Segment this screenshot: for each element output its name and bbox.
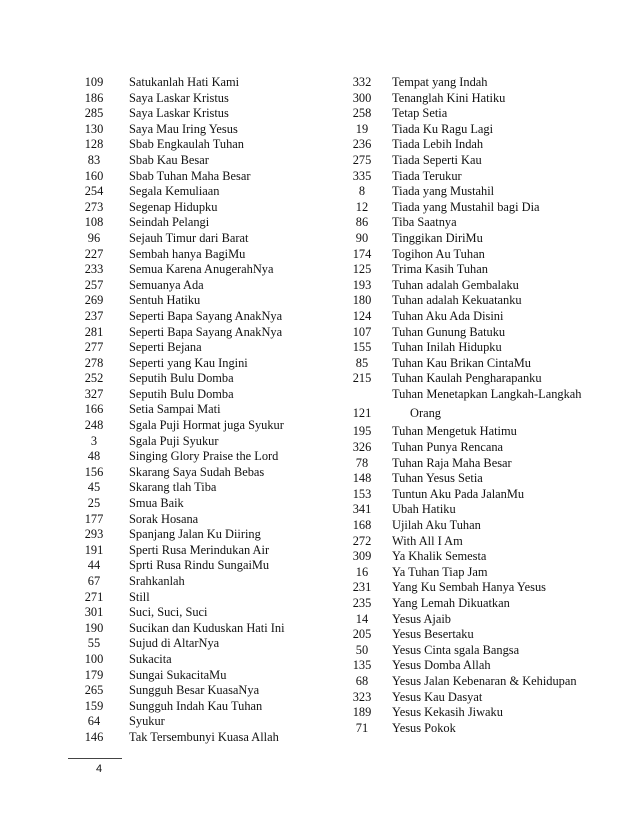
song-title: Syukur (129, 714, 165, 729)
song-number: 86 (355, 215, 369, 230)
song-entry (80, 340, 320, 356)
song-entry (80, 231, 320, 247)
song-entry (80, 75, 320, 91)
song-title: Srahkanlah (129, 574, 185, 588)
song-number: 277 (84, 340, 104, 355)
song-number: 257 (84, 277, 104, 292)
song-entry (345, 200, 615, 216)
song-title: Skarang tlah Tiba (129, 480, 217, 495)
song-number: 235 (352, 596, 372, 610)
song-entry (80, 169, 320, 185)
page-number: 4 (96, 763, 103, 775)
song-title: Tuhan Gunung Batuku (392, 324, 506, 339)
song-title: Seputih Bulu Domba (129, 371, 234, 386)
song-entry (345, 231, 615, 247)
song-entry (345, 247, 615, 263)
song-title: Tiada Seperti Kau (392, 152, 482, 167)
song-number: 335 (352, 168, 372, 183)
song-title: Semuanya Ada (129, 277, 204, 292)
song-entry (345, 387, 615, 403)
song-title: Tiba Saatnya (392, 215, 457, 230)
song-entry (80, 122, 320, 138)
song-entry (80, 200, 320, 216)
song-index-left-column (80, 75, 320, 746)
song-number: 195 (352, 424, 372, 439)
song-number: 50 (355, 642, 369, 657)
song-number: 148 (352, 471, 372, 486)
song-number: 254 (84, 184, 104, 199)
song-entry (345, 502, 615, 518)
song-title: Tempat yang Indah (392, 75, 488, 89)
song-entry (345, 471, 615, 487)
song-entry (345, 402, 615, 424)
song-entry (80, 449, 320, 465)
song-number: 67 (87, 574, 101, 588)
song-number: 285 (84, 106, 104, 121)
song-number: 193 (352, 277, 372, 292)
song-number: 85 (355, 355, 369, 370)
song-entry (345, 122, 615, 138)
song-entry (80, 293, 320, 309)
song-title: Ya Tuhan Tiap Jam (392, 564, 488, 579)
song-entry (345, 371, 615, 387)
song-title: Satukanlah Hati Kami (129, 75, 240, 89)
song-entry (345, 612, 615, 628)
song-title: Ya Khalik Semesta (392, 549, 487, 564)
song-entry (80, 699, 320, 715)
song-title: Spanjang Jalan Ku Diiring (129, 527, 261, 542)
song-number: 205 (352, 627, 372, 642)
song-entry (80, 605, 320, 621)
song-title: Tuhan Kau Brikan CintaMu (392, 355, 531, 370)
song-entry (80, 153, 320, 169)
song-title: Saya Mau Iring Yesus (129, 121, 238, 136)
song-title: Still (129, 589, 150, 604)
song-entry (80, 325, 320, 341)
song-entry (80, 278, 320, 294)
song-entry (80, 371, 320, 387)
song-number: 275 (352, 152, 372, 167)
song-entry (80, 652, 320, 668)
song-entry (345, 356, 615, 372)
song-title: Togihon Au Tuhan (392, 246, 485, 261)
song-number: 68 (355, 673, 369, 688)
song-entry (345, 487, 615, 503)
song-number: 248 (84, 418, 104, 433)
song-entry (80, 683, 320, 699)
song-entry (345, 91, 615, 107)
song-number: 309 (352, 549, 372, 564)
song-number: 269 (84, 293, 104, 308)
song-title: Tiada Ku Ragu Lagi (392, 121, 494, 136)
song-number: 326 (352, 440, 372, 455)
song-entry (80, 730, 320, 746)
song-number: 341 (352, 502, 372, 517)
song-number: 227 (84, 246, 104, 261)
song-entry (80, 558, 320, 574)
song-title: Seperti yang Kau Ingini (129, 355, 248, 370)
song-entry (345, 106, 615, 122)
song-entry (80, 91, 320, 107)
song-title: Sgala Puji Syukur (129, 433, 219, 448)
song-title: Saya Laskar Kristus (129, 90, 229, 105)
song-number: 233 (84, 262, 104, 277)
song-title: Tenanglah Kini Hatiku (392, 90, 506, 105)
song-number: 258 (352, 106, 372, 121)
song-entry (345, 565, 615, 581)
song-title: Yesus Kau Dasyat (392, 689, 483, 704)
song-title: Seperti Bapa Sayang AnakNya (129, 308, 283, 323)
song-title: Yang Lemah Dikuatkan (392, 596, 510, 610)
song-number: 300 (352, 90, 372, 105)
song-entry (345, 534, 615, 550)
song-title: Sucikan dan Kuduskan Hati Ini (129, 620, 285, 635)
song-number: 237 (84, 308, 104, 323)
song-title: Tuhan Aku Ada Disini (392, 308, 504, 323)
song-number: 100 (84, 651, 104, 666)
song-title: Ubah Hatiku (392, 502, 456, 517)
song-number: 168 (352, 518, 372, 533)
song-number: 281 (84, 324, 104, 339)
song-number: 19 (355, 121, 369, 136)
song-entry (80, 215, 320, 231)
song-entry (80, 309, 320, 325)
song-entry (345, 262, 615, 278)
song-number: 83 (87, 152, 101, 167)
song-number: 109 (84, 75, 104, 89)
song-entry (345, 596, 615, 612)
song-number: 189 (352, 705, 372, 720)
song-number: 153 (352, 486, 372, 501)
song-title: Sembah hanya BagiMu (129, 246, 246, 261)
song-number: 90 (355, 230, 369, 245)
song-number: 166 (84, 402, 104, 417)
song-entry (80, 574, 320, 590)
song-title: Tuhan Mengetuk Hatimu (392, 424, 517, 439)
song-number: 107 (352, 324, 372, 339)
song-number: 160 (84, 168, 104, 183)
song-title: Yesus Ajaib (392, 611, 451, 626)
song-number: 159 (84, 698, 104, 713)
song-number: 108 (84, 215, 104, 230)
song-number: 155 (352, 340, 372, 355)
song-entry (345, 153, 615, 169)
song-entry (345, 518, 615, 534)
song-number: 146 (84, 729, 104, 744)
song-title: Semua Karena AnugerahNya (129, 262, 274, 277)
song-entry (80, 465, 320, 481)
song-number: 124 (352, 308, 372, 323)
song-entry (345, 721, 615, 737)
song-number: 3 (90, 433, 98, 448)
song-number: 265 (84, 683, 104, 698)
song-title: Tuhan adalah Kekuatanku (392, 293, 522, 308)
song-number: 273 (84, 199, 104, 214)
song-number: 16 (355, 564, 369, 579)
song-number: 44 (87, 558, 101, 573)
song-title: Yesus Besertaku (392, 627, 474, 642)
song-title: Sukacita (129, 651, 172, 666)
song-title: Tiada yang Mustahil bagi Dia (392, 199, 540, 214)
song-number: 45 (87, 480, 101, 495)
song-title: Tuhan Raja Maha Besar (392, 455, 512, 470)
song-entry (345, 137, 615, 153)
footer-rule (68, 758, 122, 759)
song-number: 190 (84, 620, 104, 635)
song-number: 215 (352, 371, 372, 386)
song-entry (345, 169, 615, 185)
song-entry (345, 580, 615, 596)
song-title: Smua Baik (129, 496, 184, 511)
song-entry (80, 247, 320, 263)
song-entry (345, 456, 615, 472)
song-entry (80, 418, 320, 434)
song-title: Tuhan adalah Gembalaku (392, 277, 519, 292)
song-entry (80, 590, 320, 606)
song-entry (80, 668, 320, 684)
song-number: 252 (84, 371, 104, 386)
song-title: Singing Glory Praise the Lord (129, 449, 279, 464)
song-entry (345, 184, 615, 200)
song-index-right-column (345, 75, 615, 736)
song-title: Tuhan Kaulah Pengharapanku (392, 371, 542, 386)
song-number: 8 (358, 184, 366, 199)
song-entry (80, 527, 320, 543)
song-number: 278 (84, 355, 104, 370)
song-entry (80, 636, 320, 652)
song-entry (345, 549, 615, 565)
song-title: Segala Kemuliaan (129, 184, 220, 199)
song-title: Seperti Bapa Sayang AnakNya (129, 324, 283, 339)
song-title: Ujilah Aku Tuhan (392, 518, 481, 533)
song-entry (345, 293, 615, 309)
song-entry (345, 215, 615, 231)
song-title: Skarang Saya Sudah Bebas (129, 464, 265, 479)
song-entry (80, 512, 320, 528)
song-title: Seputih Bulu Domba (129, 386, 234, 401)
song-number: 48 (87, 449, 101, 464)
song-title: Tuhan Punya Rencana (392, 440, 504, 455)
song-entry (345, 440, 615, 456)
song-title: Suci, Suci, Suci (129, 605, 208, 620)
song-title: Sbab Kau Besar (129, 152, 209, 167)
song-title: Trima Kasih Tuhan (392, 262, 488, 277)
song-entry (345, 278, 615, 294)
song-title: Sungguh Besar KuasaNya (129, 683, 260, 698)
song-entry (80, 621, 320, 637)
song-entry (345, 627, 615, 643)
song-entry (80, 543, 320, 559)
song-title: Tuntun Aku Pada JalanMu (392, 486, 525, 501)
song-number: 179 (84, 667, 104, 682)
song-entry (80, 356, 320, 372)
song-entry (80, 714, 320, 730)
song-number: 177 (84, 511, 104, 526)
song-title: Tiada yang Mustahil (392, 184, 495, 199)
song-number: 156 (84, 464, 104, 479)
song-title: Seperti Bejana (129, 340, 202, 355)
song-number: 71 (355, 720, 369, 735)
song-number: 332 (352, 75, 372, 89)
song-number: 327 (84, 386, 104, 401)
song-title: Tuhan Inilah Hidupku (392, 340, 502, 355)
song-title: Yesus Jalan Kebenaran & Kehidupan (392, 673, 577, 688)
song-title: Yesus Domba Allah (392, 658, 491, 673)
song-title: Tuhan Menetapkan Langkah-Langkah (392, 386, 582, 401)
song-number: 25 (87, 496, 101, 511)
song-number: 186 (84, 90, 104, 105)
song-title: Sgala Puji Hormat juga Syukur (129, 418, 284, 433)
song-title: Tak Tersembunyi Kuasa Allah (129, 729, 279, 744)
song-number: 128 (84, 137, 104, 152)
song-title: Tiada Terukur (392, 168, 462, 183)
song-number: 272 (352, 533, 372, 548)
song-title: Sentuh Hatiku (129, 293, 201, 308)
song-title: Segenap Hidupku (129, 199, 218, 214)
song-entry (80, 106, 320, 122)
song-entry (80, 387, 320, 403)
song-number: 323 (352, 689, 372, 704)
song-title: Seindah Pelangi (129, 215, 210, 230)
song-number: 96 (87, 230, 101, 245)
song-entry (80, 480, 320, 496)
song-number: 191 (84, 542, 104, 557)
song-title: Saya Laskar Kristus (129, 106, 229, 121)
song-number: 135 (352, 658, 372, 673)
song-entry (345, 690, 615, 706)
song-number: 174 (352, 246, 372, 261)
song-number: 121 (352, 406, 372, 421)
song-entry (80, 184, 320, 200)
song-number: 236 (352, 137, 372, 152)
song-entry (345, 340, 615, 356)
song-title: Yesus Kekasih Jiwaku (392, 705, 503, 720)
song-entry (80, 434, 320, 450)
song-title: Sbab Engkaulah Tuhan (129, 137, 244, 152)
song-title: Sorak Hosana (129, 511, 199, 526)
song-number: 64 (87, 714, 101, 729)
song-number: 130 (84, 121, 104, 136)
song-entry (345, 643, 615, 659)
song-number: 301 (84, 605, 104, 620)
song-number: 12 (355, 199, 369, 214)
song-entry (345, 674, 615, 690)
song-title: Sprti Rusa Rindu SungaiMu (129, 558, 270, 573)
song-title: With All I Am (392, 533, 463, 548)
song-title: Sungai SukacitaMu (129, 667, 227, 682)
song-number: 125 (352, 262, 372, 277)
song-entry (345, 325, 615, 341)
song-title: Orang (410, 406, 441, 421)
song-title: Yang Ku Sembah Hanya Yesus (392, 580, 546, 595)
song-title: Yesus Pokok (392, 720, 456, 735)
song-entry (345, 309, 615, 325)
song-title: Tuhan Yesus Setia (392, 471, 483, 486)
song-entry (80, 137, 320, 153)
song-number: 180 (352, 293, 372, 308)
song-entry (80, 496, 320, 512)
song-entry (345, 424, 615, 440)
song-number: 78 (355, 455, 369, 470)
song-entry (80, 262, 320, 278)
song-title: Sejauh Timur dari Barat (129, 230, 249, 245)
song-title: Sperti Rusa Merindukan Air (129, 542, 270, 557)
song-title: Sujud di AltarNya (129, 636, 220, 651)
song-title: Tinggikan DiriMu (392, 230, 483, 245)
song-number: 55 (87, 636, 101, 651)
song-number: 271 (84, 589, 104, 604)
song-number: 14 (355, 611, 369, 626)
song-title: Sbab Tuhan Maha Besar (129, 168, 251, 183)
song-number: 231 (352, 580, 372, 595)
song-entry (80, 402, 320, 418)
song-entry (345, 75, 615, 91)
song-entry (345, 705, 615, 721)
song-title: Sungguh Indah Kau Tuhan (129, 698, 263, 713)
song-number: 293 (84, 527, 104, 542)
song-entry (345, 658, 615, 674)
song-title: Tetap Setia (392, 106, 448, 121)
song-title: Yesus Cinta sgala Bangsa (392, 642, 520, 657)
song-title: Setia Sampai Mati (129, 402, 221, 417)
song-title: Tiada Lebih Indah (392, 137, 484, 152)
